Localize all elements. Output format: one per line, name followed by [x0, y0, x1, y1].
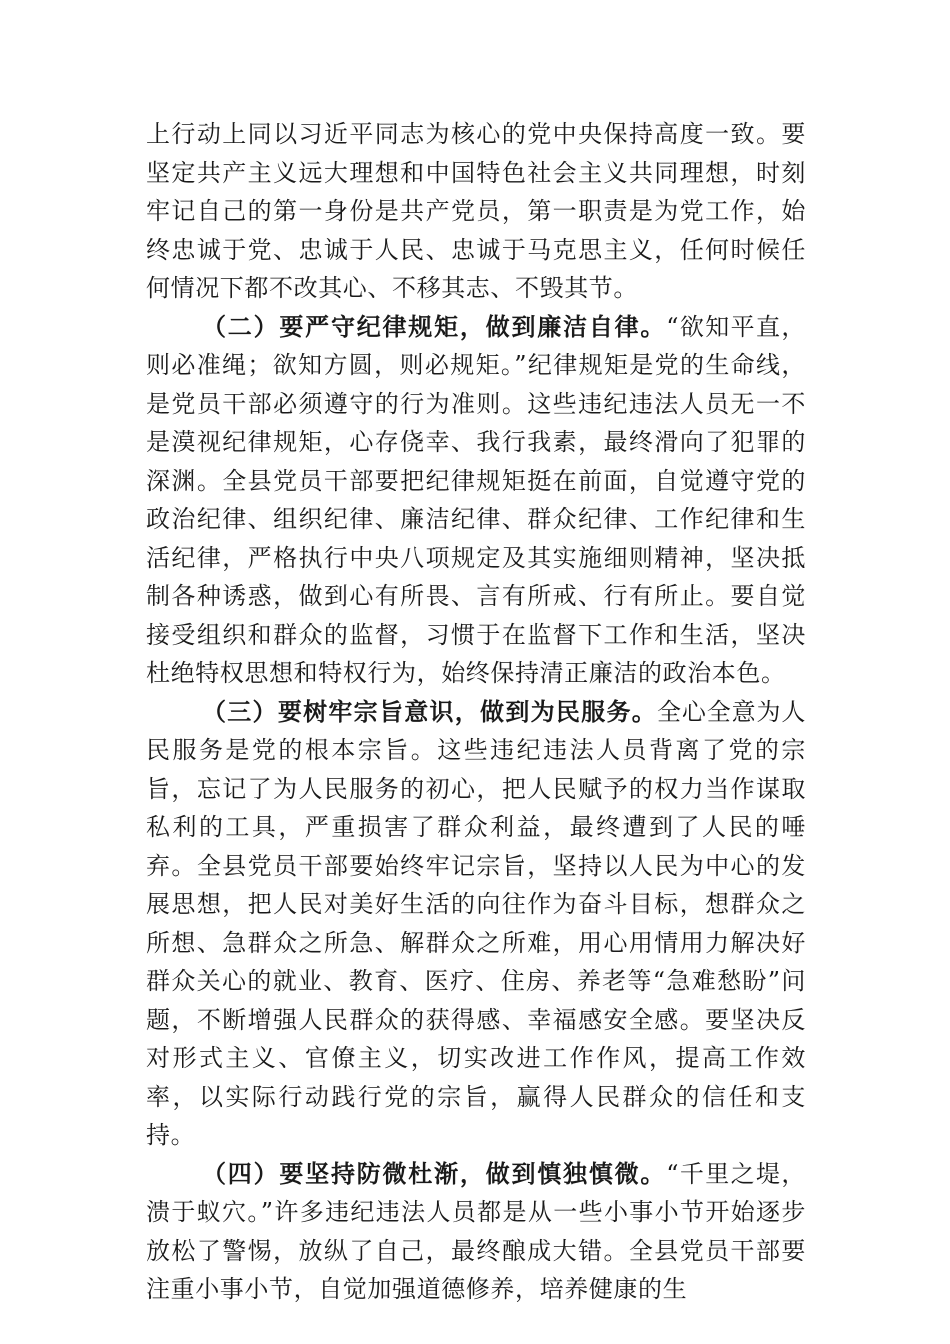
section-heading-3: （三）要树牢宗旨意识，做到为民服务。 [202, 697, 657, 726]
paragraph-text: “欲知平直，则必准绳；欲知方圆，则必规矩。”纪律规矩是党的生命线，是党员干部必须遵守的行为准则。这些违纪违法人员无一不是漠视纪律规矩，心存侥幸、我行我素，最终滑向了犯罪的深渊。全县党员干部要把纪律规矩挺在前面，自觉遵守党的政治纪律、组织纪律、廉洁纪律、群众纪律、工作纪律和生活纪律，严格执行中央八项规定及其实施细则精神，坚决抵制各种诱惑，做到心有所畏、言有所戒、行有所止。要自觉接受组织和群众的监督，习惯于在监督下工作和生活，坚决杜绝特权思想和特权行为，始终保持清正廉洁的政治本色。 [146, 312, 806, 687]
document-body [146, 115, 806, 1309]
paragraph-text: 上行动上同以习近平同志为核心的党中央保持高度一致。要坚定共产主义远大理想和中国特色社会主义共同理想，时刻牢记自己的第一身份是共产党员，第一职责是为党工作，始终忠诚于党、忠诚于人民、忠诚于马克思主义，任何时候任何情况下都不改其心、不移其志、不毁其节。 [146, 120, 806, 302]
section-heading-4: （四）要坚持防微杜渐，做到慎独慎微。 [202, 1159, 667, 1188]
paragraph-text: 全心全意为人民服务是党的根本宗旨。这些违纪违法人员背离了党的宗旨，忘记了为人民服务的初心，把人民赋予的权力当作谋取私利的工具，严重损害了群众利益，最终遭到了人民的唾弃。全县党员干部要始终牢记宗旨，坚持以人民为中心的发展思想，把人民对美好生活的向往作为奋斗目标，想群众之所想、急群众之所急、解群众之所难，用心用情用力解决好群众关心的就业、教育、医疗、住房、养老等“急难愁盼”问题，不断增强人民群众的获得感、幸福感安全感。要坚决反对形式主义、官僚主义，切实改进工作作风，提高工作效率，以实际行动践行党的宗旨，赢得人民群众的信任和支持。 [146, 697, 806, 1149]
section-heading-2: （二）要严守纪律规矩，做到廉洁自律。 [202, 312, 667, 341]
paragraph-section-2 [146, 308, 806, 693]
paragraph-continuation [146, 115, 806, 308]
paragraph-section-4 [146, 1155, 806, 1309]
paragraph-text: “千里之堤，溃于蚁穴。”许多违纪违法人员都是从一些小事小节开始逐步放松了警惕，放纵了自己，最终酿成大错。全县党员干部要注重小事小节，自觉加强道德修养，培养健康的生 [146, 1159, 806, 1303]
paragraph-section-3 [146, 693, 806, 1155]
